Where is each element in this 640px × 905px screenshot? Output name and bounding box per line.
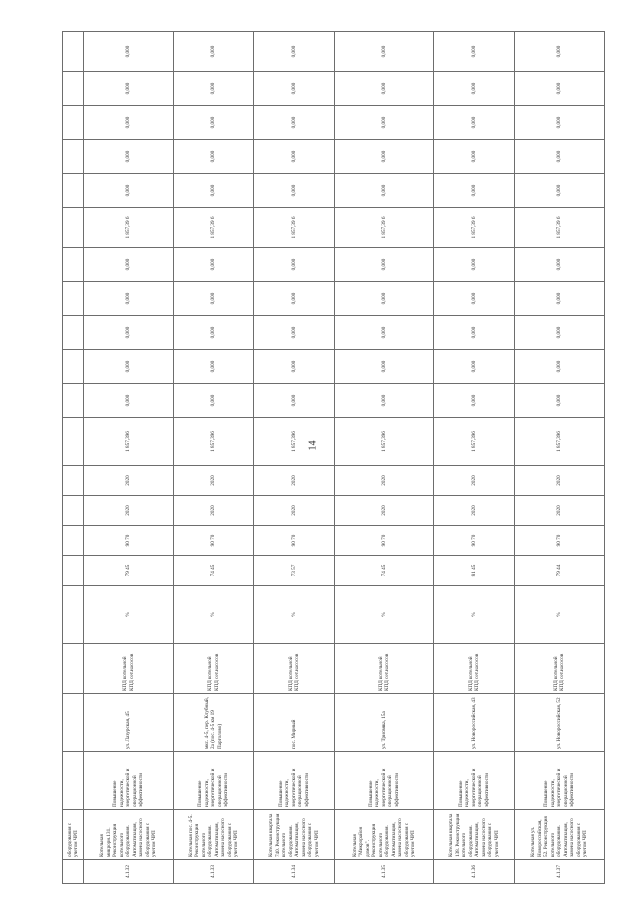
cost-cell: 0,000	[434, 248, 514, 282]
cost-cell: 0,000	[254, 72, 334, 106]
cost-cell: 0,000	[334, 106, 434, 140]
cost-2020: 1 857,39 6	[434, 208, 514, 248]
cost-cell: 0,000	[334, 384, 434, 418]
investment-table	[62, 31, 605, 884]
year-end: 2020	[84, 466, 174, 496]
object-name: Котельная ул. Новороссийская, 52. Реконструкция котельного оборудования. Автоматизация, замена насосного оборудования с учетом ЧРП	[514, 810, 604, 860]
value-after: 90 70	[254, 526, 334, 556]
value-before: 74 45	[334, 556, 434, 586]
year-start: 2020	[434, 496, 514, 526]
cost-cell: 0,000	[434, 316, 514, 350]
cost-cell: 0,000	[84, 174, 174, 208]
cost-cell: 0,000	[434, 282, 514, 316]
value-after: 90 70	[174, 526, 254, 556]
indicator: КПД котельной КПД сет.насосов	[84, 644, 174, 694]
cost-cell: 0,000	[254, 32, 334, 72]
cost-2020: 1 857,39 6	[514, 208, 604, 248]
year-start: 2020	[84, 496, 174, 526]
row-number: 4.1.34	[254, 860, 334, 884]
cost-cell: 0,000	[334, 32, 434, 72]
unit: %	[84, 586, 174, 644]
value-after: 90 70	[334, 526, 434, 556]
cost-cell: 0,000	[174, 140, 254, 174]
table-row	[514, 32, 604, 884]
cost-cell: 0,000	[174, 282, 254, 316]
indicator: КПД котельной КПД сет.насосов	[174, 644, 254, 694]
address: пос. Мирный	[254, 694, 334, 752]
cost-cell: 0,000	[434, 106, 514, 140]
row-number: 4.1.35	[334, 860, 434, 884]
cost-total: 1 857,396	[434, 418, 514, 466]
object-name: Котельная квартала 740. Реконструкция котельного оборудования. Автоматизация, замена насосного оборудования с учетом ЧРП	[254, 810, 334, 860]
page-number: 14	[307, 440, 319, 451]
cost-cell: 0,000	[334, 316, 434, 350]
cost-cell: 0,000	[174, 384, 254, 418]
cost-cell: 0,000	[174, 32, 254, 72]
year-start: 2020	[254, 496, 334, 526]
value-before: 74 45	[174, 556, 254, 586]
cost-cell: 0,000	[514, 32, 604, 72]
cost-cell: 0,000	[254, 384, 334, 418]
cost-cell: 0,000	[434, 140, 514, 174]
cost-cell: 0,000	[434, 32, 514, 72]
object-name: Котельная пос. 4-5. Реконструкция котельного оборудования. Автоматизация, замена насосного оборудования с учетом ЧРП	[174, 810, 254, 860]
cost-cell: 0,000	[334, 248, 434, 282]
cost-cell: 0,000	[334, 350, 434, 384]
cost-2020: 1 857,39 6	[334, 208, 434, 248]
row-number: 4.1.33	[174, 860, 254, 884]
unit: %	[434, 586, 514, 644]
cost-cell: 0,000	[334, 282, 434, 316]
unit: %	[514, 586, 604, 644]
header-cell: оборудования с учетом ЧРП	[63, 810, 84, 860]
unit: %	[254, 586, 334, 644]
table-row	[84, 32, 174, 884]
cost-cell: 0,000	[514, 106, 604, 140]
indicator: КПД котельной КПД сет.насосов	[254, 644, 334, 694]
cost-2020: 1 857,39 6	[254, 208, 334, 248]
goal: Повышение надежности, энергетической и операционной эффективности	[514, 752, 604, 810]
cost-cell: 0,000	[174, 72, 254, 106]
cost-cell: 0,000	[84, 350, 174, 384]
indicator: КПД котельной КПД сет.насосов	[514, 644, 604, 694]
cost-cell: 0,000	[334, 140, 434, 174]
year-start: 2020	[174, 496, 254, 526]
cost-cell: 0,000	[254, 248, 334, 282]
cost-cell: 0,000	[254, 174, 334, 208]
year-start: 2020	[514, 496, 604, 526]
year-end: 2020	[254, 466, 334, 496]
cost-total: 1 857,396	[174, 418, 254, 466]
cost-total: 1 857,396	[514, 418, 604, 466]
goal: Повышение надежности, энергетической и операционной эффективности	[174, 752, 254, 810]
cost-cell: 0,000	[174, 350, 254, 384]
table-row	[334, 32, 434, 884]
cost-cell: 0,000	[334, 72, 434, 106]
row-number: 4.1.36	[434, 860, 514, 884]
row-number: 4.1.37	[514, 860, 604, 884]
cost-cell: 0,000	[434, 72, 514, 106]
cost-cell: 0,000	[174, 106, 254, 140]
cost-cell: 0,000	[84, 72, 174, 106]
cost-cell: 0,000	[84, 248, 174, 282]
unit: %	[334, 586, 434, 644]
table-row	[434, 32, 514, 884]
object-name: Котельная микрорн.131. Реконструкция котельного оборудования. Автоматизация, замена насосного оборудования с учетом ЧРП	[84, 810, 174, 860]
address: ул. Трисвяка, 15а	[334, 694, 434, 752]
table-header-row	[63, 32, 84, 884]
cost-cell: 0,000	[514, 350, 604, 384]
cost-cell: 0,000	[514, 384, 604, 418]
cost-cell: 0,000	[334, 174, 434, 208]
cost-total: 1 857,396	[254, 418, 334, 466]
cost-cell: 0,000	[84, 140, 174, 174]
year-end: 2020	[334, 466, 434, 496]
cost-cell: 0,000	[434, 174, 514, 208]
cost-cell: 0,000	[174, 248, 254, 282]
value-after: 90 70	[84, 526, 174, 556]
value-before: 79 44	[514, 556, 604, 586]
cost-cell: 0,000	[254, 140, 334, 174]
value-before: 73 57	[254, 556, 334, 586]
cost-cell: 0,000	[254, 316, 334, 350]
cost-cell: 0,000	[254, 350, 334, 384]
cost-cell: 0,000	[514, 316, 604, 350]
year-end: 2020	[514, 466, 604, 496]
year-end: 2020	[434, 466, 514, 496]
cost-total: 1 857,396	[334, 418, 434, 466]
value-after: 90 70	[514, 526, 604, 556]
address: ул. Лазурская, 45	[84, 694, 174, 752]
year-end: 2020	[174, 466, 254, 496]
goal: Повышение надежности, энергетической и операционной эффективности	[434, 752, 514, 810]
table-row	[174, 32, 254, 884]
cost-cell: 0,000	[514, 174, 604, 208]
object-name: Котельная "Микрорайон домов". Реконструкция котельного оборудования. Автоматизация, замена насосного оборудования с учетом ЧРП	[334, 810, 434, 860]
value-after: 90 70	[434, 526, 514, 556]
cost-cell: 0,000	[174, 316, 254, 350]
cost-total: 1 857,396	[84, 418, 174, 466]
cost-cell: 0,000	[514, 282, 604, 316]
goal: Повышение надежности, энергетической и операционной эффективности	[254, 752, 334, 810]
cost-cell: 0,000	[434, 384, 514, 418]
cost-cell: 0,000	[84, 282, 174, 316]
goal: Повышение надежности, энергетической и операционной эффективности	[334, 752, 434, 810]
address: мкс. 4-5, пер. Клубный, 2а (пос. 4-5 км 19 Парголово)	[174, 694, 254, 752]
cost-cell: 0,000	[514, 140, 604, 174]
address: ул. Новороссийская, 43	[434, 694, 514, 752]
cost-cell: 0,000	[514, 72, 604, 106]
cost-cell: 0,000	[434, 350, 514, 384]
cost-cell: 0,000	[254, 106, 334, 140]
cost-cell: 0,000	[84, 384, 174, 418]
goal: Повышение надежности, энергетической и операционной эффективности	[84, 752, 174, 810]
indicator: КПД котельной КПД сет.насосов	[334, 644, 434, 694]
value-before: 81 45	[434, 556, 514, 586]
value-before: 79 45	[84, 556, 174, 586]
cost-cell: 0,000	[174, 174, 254, 208]
cost-cell: 0,000	[254, 282, 334, 316]
cost-2020: 1 857,39 6	[84, 208, 174, 248]
year-start: 2020	[334, 496, 434, 526]
rotated-table-container	[62, 32, 605, 884]
table-row	[254, 32, 334, 884]
cost-cell: 0,000	[514, 248, 604, 282]
cost-cell: 0,000	[84, 316, 174, 350]
address: ул. Новороссийская, 52	[514, 694, 604, 752]
row-number: 4.1.32	[84, 860, 174, 884]
cost-2020: 1 857,39 6	[174, 208, 254, 248]
indicator: КПД котельной КПД сет.насосов	[434, 644, 514, 694]
cost-cell: 0,000	[84, 32, 174, 72]
unit: %	[174, 586, 254, 644]
cost-cell: 0,000	[84, 106, 174, 140]
object-name: Котельная квартала 138. Реконструкция котельного оборудования. Автоматизация, замена насосного оборудования с учетом ЧРП	[434, 810, 514, 860]
